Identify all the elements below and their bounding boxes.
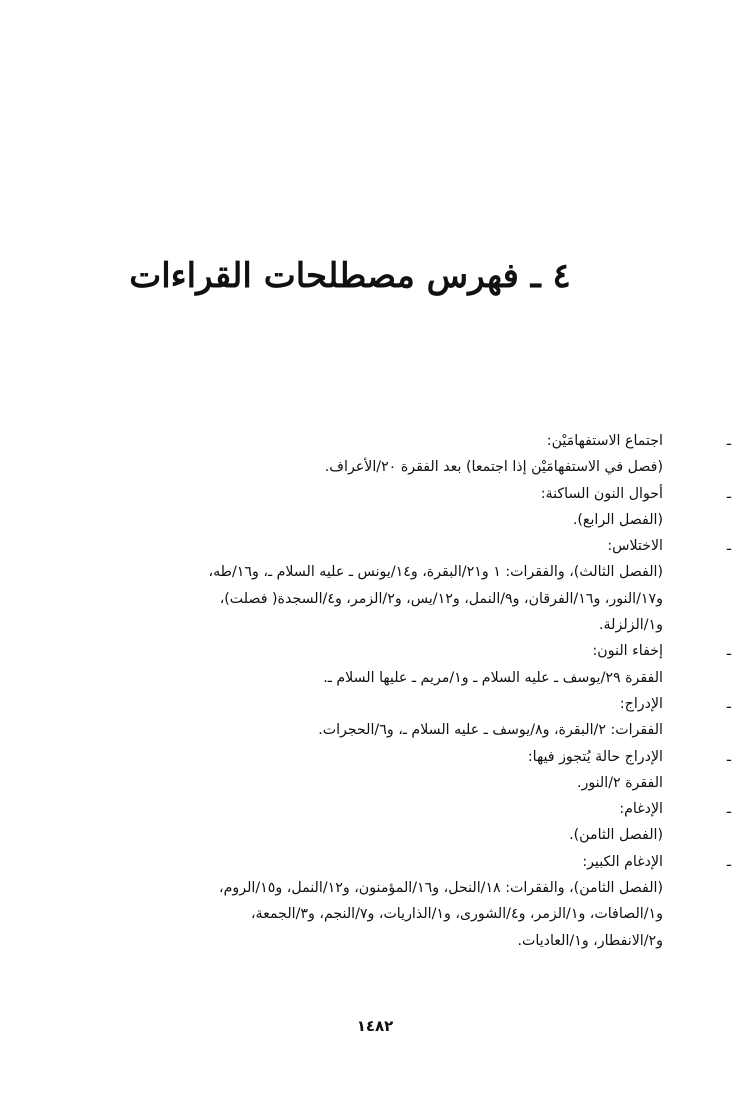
index-entry xyxy=(85,744,731,797)
entry-line: و٢/الانفطار، و١/العاديات. xyxy=(517,932,663,949)
entry-term: الإدغام: xyxy=(619,801,663,818)
page-title: ٤ ـ فهرس مصطلحات القراءات xyxy=(129,256,571,296)
page-number: ١٤٨٢ xyxy=(356,1017,394,1035)
entry-term: الإدراج حالة يُتجوز فيها: xyxy=(527,748,663,765)
entry-dash: ـ xyxy=(726,433,731,449)
entry-heading xyxy=(85,533,731,559)
entry-line: (الفصل الثالث)، والفقرات: ١ و٢١/البقرة، و١٤/يونس ـ عليه السلام ـ، و١٦/طه، xyxy=(208,564,663,581)
entry-line: (الفصل الرابع). xyxy=(572,511,663,528)
entry-line: و١/الزلزلة. xyxy=(599,617,663,634)
index-entry xyxy=(85,533,731,638)
entry-term: الإدغام الكبير: xyxy=(582,853,663,870)
index-entry xyxy=(85,796,731,849)
entry-line: (الفصل الثامن). xyxy=(569,827,663,844)
entry-dash: ـ xyxy=(726,695,731,712)
entry-dash: ـ xyxy=(726,853,731,870)
index-entry xyxy=(85,481,731,534)
entry-term: الاختلاس: xyxy=(607,538,663,555)
entry-dash: ـ xyxy=(726,748,731,765)
entry-heading xyxy=(85,744,731,770)
entry-heading xyxy=(85,428,731,454)
entry-line: (فصل في الاستفهامَيْن إذا اجتمعا) بعد الفقرة ٢٠/الأعراف. xyxy=(324,459,663,476)
entry-dash: ـ xyxy=(726,485,731,502)
entry-heading xyxy=(85,481,731,507)
entry-term: الإدراج: xyxy=(619,695,663,712)
entry-term: أحوال النون الساكنة: xyxy=(540,485,663,502)
entry-dash: ـ xyxy=(726,801,731,818)
entry-line: الفقرات: ٢/البقرة، و٨/يوسف ـ عليه السلام ـ، و٦/الحجرات. xyxy=(318,722,663,739)
entry-line: و١٧/النور، و١٦/الفرقان، و٩/النمل، و١٢/يس، و٢/الزمر، و٤/السجدة( فصلت)، xyxy=(219,590,663,607)
entry-heading xyxy=(85,849,731,875)
index-entry xyxy=(85,691,731,744)
entry-line: و١/الصافات، و١/الزمر، و٤/الشورى، و١/الذاريات، و٧/النجم، و٣/الجمعة، xyxy=(250,906,663,923)
entry-line: الفقرة ٢/النور. xyxy=(576,774,663,791)
entry-dash: ـ xyxy=(726,538,731,555)
index-entry xyxy=(85,428,731,481)
entry-heading xyxy=(85,638,731,664)
index-entry xyxy=(85,849,731,954)
entry-heading xyxy=(85,796,731,822)
entry-line: الفقرة ٢٩/يوسف ـ عليه السلام ـ و١/مريم ـ عليها السلام ـ. xyxy=(323,669,663,686)
terms-index xyxy=(85,428,731,954)
entry-line: (الفصل الثامن)، والفقرات: ١٨/النحل، و١٦/المؤمنون، و١٢/النمل، و١٥/الروم، xyxy=(219,880,663,897)
index-entry xyxy=(85,638,731,691)
entry-dash: ـ xyxy=(726,643,731,660)
entry-heading xyxy=(85,691,731,717)
entry-term: اجتماع الاستفهامَيْن: xyxy=(546,433,663,449)
entry-term: إخفاء النون: xyxy=(592,643,663,660)
